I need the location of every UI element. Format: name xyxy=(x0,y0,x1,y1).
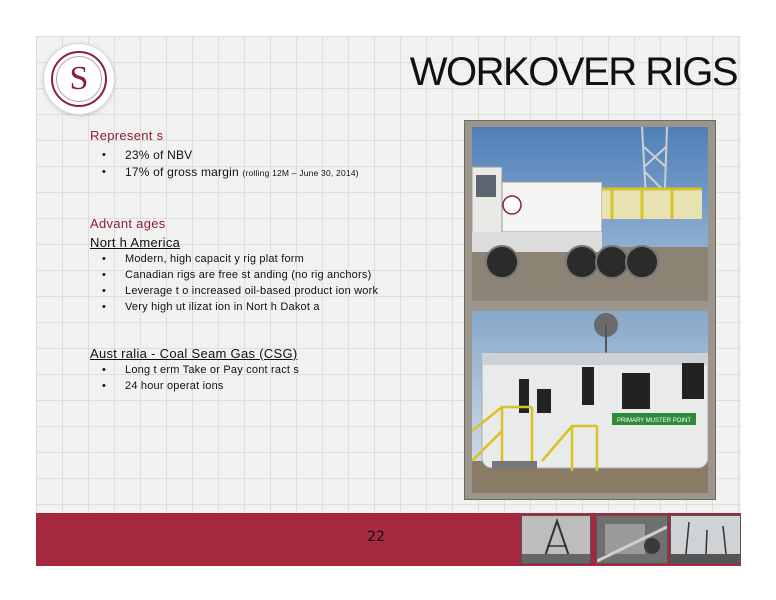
company-logo xyxy=(44,44,114,114)
bullet-text: 24 hour operat ions xyxy=(125,380,224,392)
camp-building-photo xyxy=(472,311,708,493)
list-item xyxy=(102,283,378,299)
bullet-text: Canadian rigs are free st anding (no rig anchors) xyxy=(125,269,372,281)
represents-heading: Represent s xyxy=(90,128,164,143)
bullet-text: Leverage t o increased oil-based product ion work xyxy=(125,285,379,297)
logo-emblem xyxy=(51,51,107,107)
north-america-list xyxy=(102,251,378,315)
logo-letter: S xyxy=(69,60,89,97)
bullet-text: 23% of NBV xyxy=(125,148,193,162)
page-number: 22 xyxy=(367,529,385,545)
footer-thumbnail-1 xyxy=(521,515,591,564)
list-item xyxy=(102,251,378,267)
logo-ring xyxy=(56,56,102,102)
bullet-text: Very high ut ilizat ion in Nort h Dakot a xyxy=(125,301,320,313)
advantages-heading: Advant ages xyxy=(90,216,166,231)
list-item xyxy=(102,267,378,283)
list-item xyxy=(102,147,359,164)
slide xyxy=(36,36,741,566)
list-item xyxy=(102,299,378,315)
represents-list xyxy=(102,147,359,181)
australia-list xyxy=(102,362,299,394)
footer-thumbnail-3 xyxy=(670,515,741,564)
australia-subheading: Aust ralia - Coal Seam Gas (CSG) xyxy=(90,346,298,361)
list-item xyxy=(102,164,359,181)
footer-bar xyxy=(36,513,741,566)
rig-truck-photo xyxy=(472,127,708,301)
slide-title: WORKOVER RIGS xyxy=(409,50,737,94)
muster-point-sign: PRIMARY MUSTER POINT xyxy=(616,418,692,424)
bullet-text: 17% of gross margin xyxy=(125,165,239,179)
rig-truck-illustration xyxy=(472,127,708,301)
list-item xyxy=(102,378,299,394)
bullet-note: (rolling 12M – June 30, 2014) xyxy=(242,168,359,178)
bullet-text: Long t erm Take or Pay cont ract s xyxy=(125,364,300,376)
bullet-text: Modern, high capacit y rig plat form xyxy=(125,253,304,265)
list-item xyxy=(102,362,299,378)
north-america-subheading: Nort h America xyxy=(90,235,181,250)
footer-thumbnail-2 xyxy=(596,515,668,564)
camp-building-illustration xyxy=(472,311,708,493)
photo-frame xyxy=(464,120,716,500)
